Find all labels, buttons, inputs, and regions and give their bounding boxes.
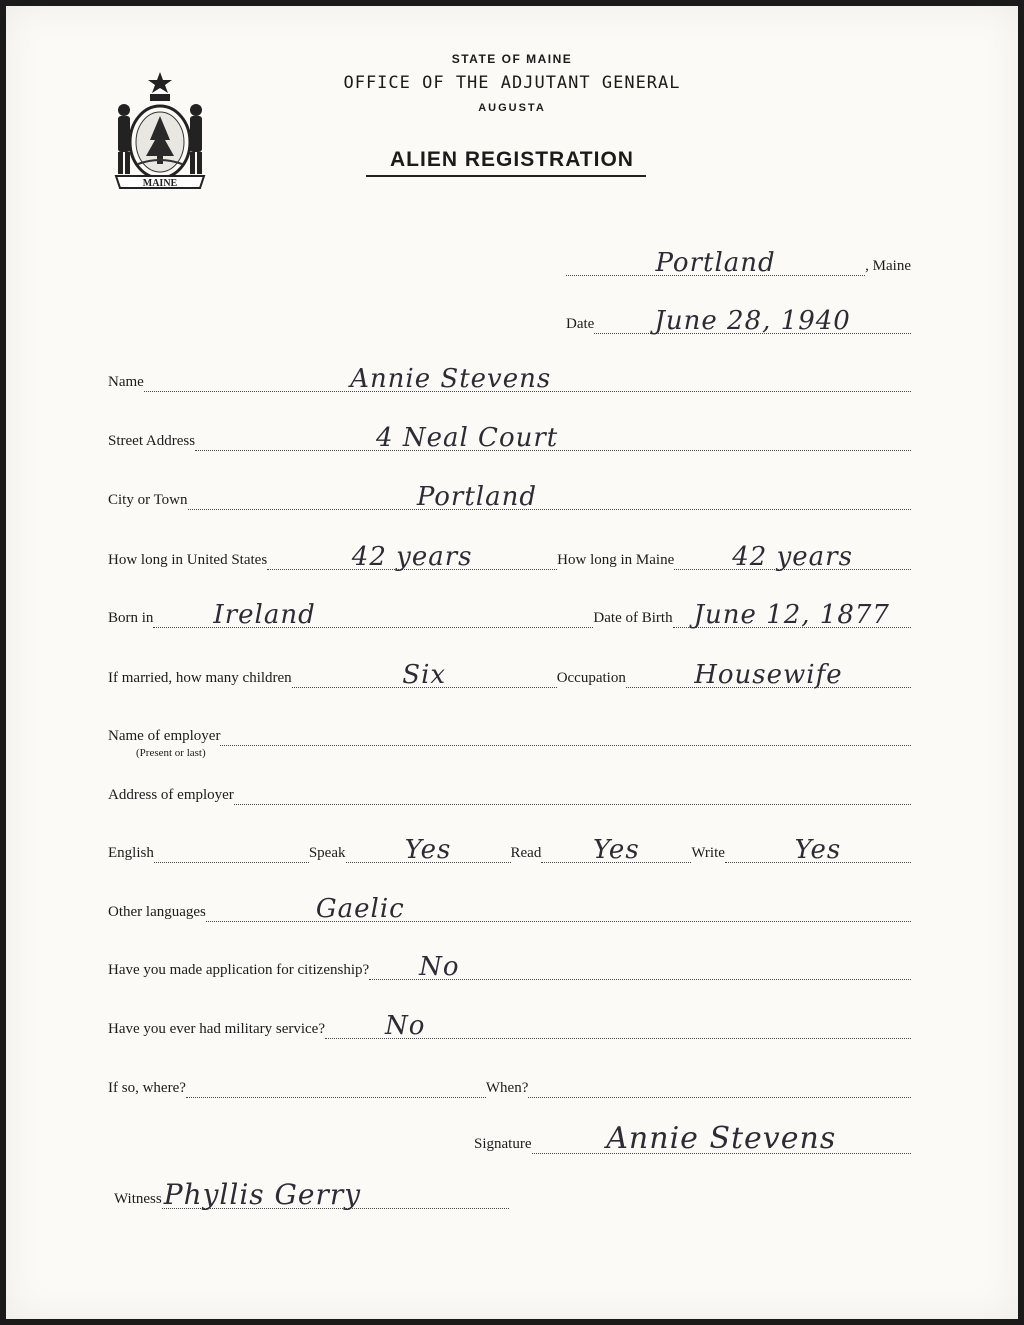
date-field[interactable] xyxy=(594,305,911,334)
maine-duration-value: 42 years xyxy=(732,542,853,572)
seal-banner-text: MAINE xyxy=(142,178,178,189)
children-field[interactable] xyxy=(292,659,557,688)
write-field[interactable] xyxy=(725,834,911,863)
english-row xyxy=(108,823,911,863)
maine-duration-label: How long in Maine xyxy=(557,552,675,568)
place-field[interactable] xyxy=(566,247,865,276)
speak-value: Yes xyxy=(404,835,452,865)
employer-row xyxy=(108,706,911,746)
witness-value: Phyllis Gerry xyxy=(163,1178,362,1211)
military-value: No xyxy=(385,1011,426,1041)
employer-address-row xyxy=(108,765,911,805)
children-value: Six xyxy=(402,660,447,690)
us-duration-field[interactable] xyxy=(267,541,557,570)
title-underline xyxy=(366,175,646,177)
other-languages-row xyxy=(108,882,911,922)
state-heading: STATE OF MAINE xyxy=(451,52,573,66)
city-heading: AUGUSTA xyxy=(478,102,546,114)
us-duration-value: 42 years xyxy=(351,542,473,572)
when-field[interactable] xyxy=(528,1069,911,1098)
us-duration-label: How long in United States xyxy=(108,552,268,568)
citizenship-label: Have you made application for citizenship? xyxy=(108,962,370,978)
occupation-field[interactable] xyxy=(626,659,911,688)
street-value: 4 Neal Court xyxy=(376,423,559,453)
read-value: Yes xyxy=(593,835,640,865)
form-title: ALIEN REGISTRATION xyxy=(390,148,634,171)
place-value: Portland xyxy=(655,248,776,278)
write-label: Write xyxy=(691,845,725,861)
name-label: Name xyxy=(108,374,144,390)
city-label: City or Town xyxy=(108,492,188,508)
where-field[interactable] xyxy=(186,1069,486,1098)
citizenship-value: No xyxy=(419,952,460,982)
speak-label: Speak xyxy=(308,845,346,861)
maine-label: , Maine xyxy=(865,258,911,274)
employer-address-field[interactable] xyxy=(234,776,911,805)
date-value: June 28, 1940 xyxy=(654,306,851,336)
witness-field[interactable] xyxy=(162,1180,509,1209)
birth-row xyxy=(108,588,911,628)
read-label: Read xyxy=(510,845,542,861)
military-row xyxy=(108,999,911,1039)
maine-duration-field[interactable] xyxy=(674,541,911,570)
street-row xyxy=(108,411,911,451)
employer-label: Name of employer xyxy=(108,728,221,744)
city-field[interactable] xyxy=(188,481,911,510)
dob-value: June 12, 1877 xyxy=(693,600,890,630)
where-label: If so, where? xyxy=(108,1080,186,1096)
born-in-label: Born in xyxy=(108,610,154,626)
street-field[interactable] xyxy=(195,422,911,451)
office-heading: OFFICE OF THE ADJUTANT GENERAL xyxy=(343,73,681,93)
occupation-label: Occupation xyxy=(556,670,626,686)
military-field[interactable] xyxy=(325,1010,911,1039)
born-in-value: Ireland xyxy=(213,600,316,630)
witness-row xyxy=(114,1169,509,1209)
citizenship-row xyxy=(108,940,911,980)
date-row xyxy=(566,294,911,334)
employer-sublabel: (Present or last) xyxy=(136,747,206,759)
other-languages-field[interactable] xyxy=(206,893,911,922)
occupation-value: Housewife xyxy=(694,660,843,690)
born-in-field[interactable] xyxy=(153,599,593,628)
military-label: Have you ever had military service? xyxy=(108,1021,325,1037)
street-label: Street Address xyxy=(108,433,196,449)
name-row xyxy=(108,352,911,392)
registration-form xyxy=(6,6,1018,1319)
signature-value: Annie Stevens xyxy=(606,1121,837,1156)
place-row xyxy=(566,236,911,276)
date-label: Date xyxy=(566,316,595,332)
english-label: English xyxy=(108,845,154,861)
employer-address-label: Address of employer xyxy=(108,787,234,803)
duration-row xyxy=(108,530,911,570)
speak-field[interactable] xyxy=(346,834,511,863)
children-label: If married, how many children xyxy=(108,670,292,686)
write-value: Yes xyxy=(794,835,842,865)
read-field[interactable] xyxy=(541,834,691,863)
city-value: Portland xyxy=(416,482,537,512)
city-row xyxy=(108,470,911,510)
signature-label: Signature xyxy=(474,1136,532,1152)
signature-row xyxy=(474,1114,911,1154)
citizenship-field[interactable] xyxy=(369,951,911,980)
employer-field[interactable] xyxy=(220,717,911,746)
family-row xyxy=(108,648,911,688)
when-label: When? xyxy=(485,1080,529,1096)
name-value: Annie Stevens xyxy=(350,364,552,394)
other-languages-label: Other languages xyxy=(108,904,206,920)
other-languages-value: Gaelic xyxy=(315,894,405,924)
name-field[interactable] xyxy=(144,363,911,392)
signature-field[interactable] xyxy=(532,1121,912,1156)
dob-label: Date of Birth xyxy=(593,610,673,626)
where-when-row xyxy=(108,1058,911,1098)
witness-label: Witness xyxy=(114,1191,162,1207)
dob-field[interactable] xyxy=(673,599,911,628)
english-field xyxy=(154,834,309,863)
